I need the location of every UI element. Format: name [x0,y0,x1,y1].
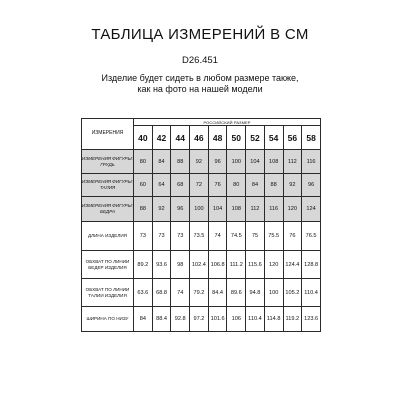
fit-note: Изделие будет сидеть в любом размере также, как на фото на нашей модели [101,73,299,94]
measurement-value: 88.4 [152,307,171,332]
measurement-value: 75.5 [264,222,283,251]
measurement-row [82,150,321,174]
measurement-value: 80 [134,150,153,174]
measurement-value: 88 [264,174,283,197]
measurement-value: 84.4 [208,279,227,307]
size-header-40: 40 [134,126,153,150]
measurement-value: 84 [246,174,265,197]
measurement-value: 98 [171,251,190,279]
measurement-value: 116 [264,197,283,222]
measurement-value: 74 [208,222,227,251]
measurement-value: 76 [283,222,302,251]
size-header-42: 42 [152,126,171,150]
measurement-value: 74.5 [227,222,246,251]
measurement-row [82,197,321,222]
measurement-value: 104 [208,197,227,222]
size-header-44: 44 [171,126,190,150]
measurement-value: 73 [152,222,171,251]
measurement-label: ОБХВАТ ПО ЛИНИИ БЕДЕР ИЗДЕЛИЯ [82,251,134,279]
measurement-value: 63.6 [134,279,153,307]
measurement-value: 79.2 [190,279,209,307]
measurement-value: 112 [246,197,265,222]
measurement-label: ШИРИНА ПО НИЗУ [82,307,134,332]
measurement-value: 89.2 [134,251,153,279]
measurement-value: 102.4 [190,251,209,279]
measurement-value: 100 [227,150,246,174]
size-chart-body [82,119,321,332]
measurement-value: 88 [134,197,153,222]
measurement-value: 106.8 [208,251,227,279]
page-title: ТАБЛИЦА ИЗМЕРЕНИЙ В СМ [91,26,309,43]
measurement-value: 114.8 [264,307,283,332]
size-header-50: 50 [227,126,246,150]
measurement-value: 73.5 [190,222,209,251]
measurement-value: 100 [264,279,283,307]
measurement-value: 110.4 [302,279,321,307]
measurement-value: 119.2 [283,307,302,332]
size-header-46: 46 [190,126,209,150]
measurement-value: 84 [134,307,153,332]
measurement-row [82,251,321,279]
measurement-value: 106 [227,307,246,332]
measurement-value: 76 [208,174,227,197]
group-header-row [82,119,321,126]
measurement-value: 110.4 [246,307,265,332]
measurement-value: 128.8 [302,251,321,279]
measurement-value: 72 [190,174,209,197]
measurement-value: 123.6 [302,307,321,332]
measurement-value: 88 [171,150,190,174]
product-code: D26.451 [182,55,218,66]
measurement-value: 92.8 [171,307,190,332]
measurement-value: 76.5 [302,222,321,251]
size-header-58: 58 [302,126,321,150]
measurement-value: 120 [283,197,302,222]
measurement-value: 75 [246,222,265,251]
size-header-56: 56 [283,126,302,150]
measurement-row [82,222,321,251]
size-chart-table [81,118,321,332]
measurement-value: 60 [134,174,153,197]
measurement-value: 92 [152,197,171,222]
measurement-label: ИЗМЕРЕНИЯ ФИГУРЫ: ТАЛИЯ [82,174,134,197]
measurement-value: 108 [264,150,283,174]
measurement-value: 115.6 [246,251,265,279]
measurement-value: 64 [152,174,171,197]
measurement-value: 68 [171,174,190,197]
measurement-value: 120 [264,251,283,279]
size-header-48: 48 [208,126,227,150]
measurement-row [82,279,321,307]
corner-label: ИЗМЕРЕНИЯ [82,119,134,150]
measurement-value: 101.6 [208,307,227,332]
measurement-value: 124 [302,197,321,222]
size-header-54: 54 [264,126,283,150]
measurement-value: 96 [302,174,321,197]
measurement-value: 80 [227,174,246,197]
measurement-value: 92 [283,174,302,197]
measurement-row [82,174,321,197]
measurement-row [82,307,321,332]
measurement-label: ОБХВАТ ПО ЛИНИИ ТАЛИИ ИЗДЕЛИЯ [82,279,134,307]
measurement-value: 96 [208,150,227,174]
measurement-value: 108 [227,197,246,222]
size-header-52: 52 [246,126,265,150]
measurement-value: 124.4 [283,251,302,279]
measurement-value: 73 [171,222,190,251]
measurement-value: 94.8 [246,279,265,307]
measurement-value: 74 [171,279,190,307]
measurement-value: 104 [246,150,265,174]
measurement-value: 97.2 [190,307,209,332]
measurement-label: ДЛИНА ИЗДЕЛИЯ [82,222,134,251]
measurement-value: 111.2 [227,251,246,279]
measurement-value: 116 [302,150,321,174]
measurement-value: 112 [283,150,302,174]
measurement-value: 96 [171,197,190,222]
measurement-label: ИЗМЕРЕНИЯ ФИГУРЫ: ГРУДЬ [82,150,134,174]
measurement-value: 68.8 [152,279,171,307]
measurement-value: 105.2 [283,279,302,307]
measurement-value: 84 [152,150,171,174]
group-header-russian-size: РОССИЙСКИЙ РАЗМЕР [134,119,321,126]
measurement-value: 93.6 [152,251,171,279]
measurement-value: 73 [134,222,153,251]
measurement-value: 100 [190,197,209,222]
measurement-label: ИЗМЕРЕНИЯ ФИГУРЫ: БЕДРА [82,197,134,222]
measurement-value: 89.6 [227,279,246,307]
measurement-value: 92 [190,150,209,174]
